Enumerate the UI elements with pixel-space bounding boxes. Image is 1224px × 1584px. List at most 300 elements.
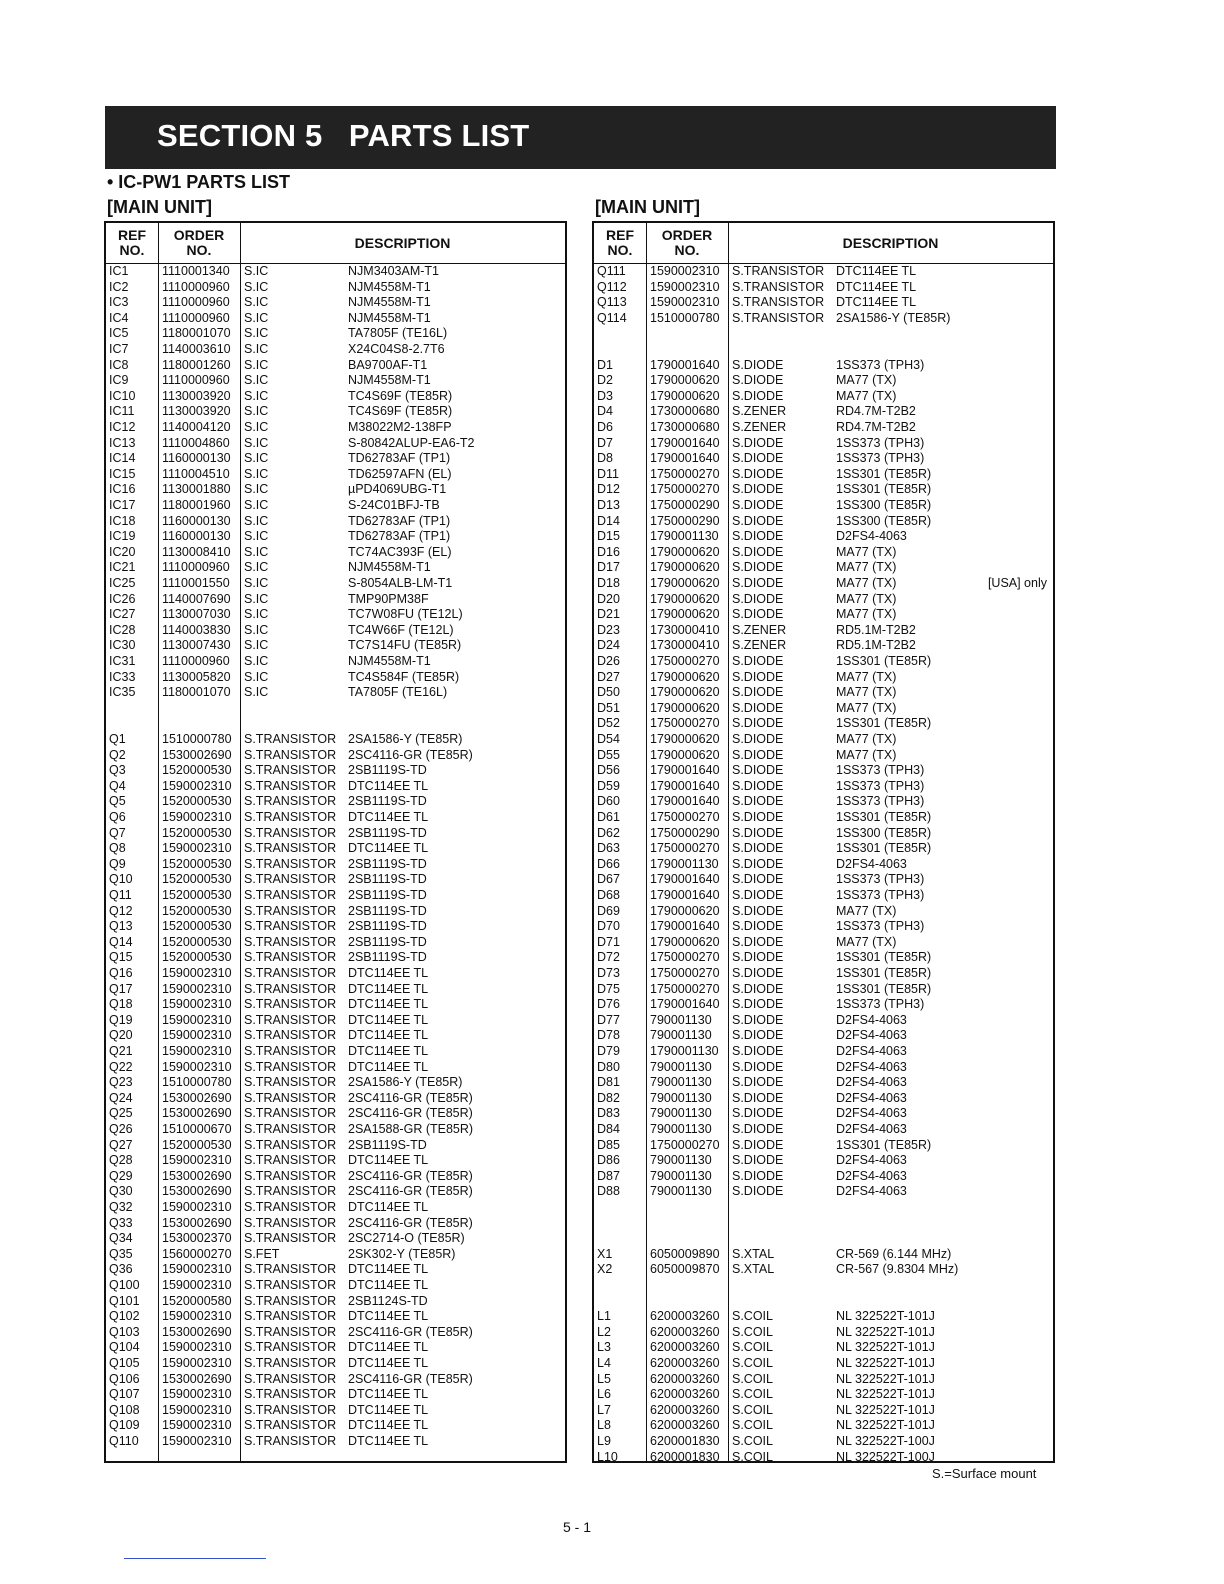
part-type: S.DIODE — [732, 576, 784, 590]
table-row — [106, 841, 565, 857]
part-type: S.TRANSISTOR — [244, 841, 337, 856]
ref-no: D76 — [597, 997, 620, 1012]
part-number: NJM4558M-T1 — [348, 560, 431, 575]
ref-no: D15 — [597, 529, 620, 544]
ref-no: Q34 — [109, 1231, 133, 1246]
order-no: 1160000130 — [162, 513, 231, 528]
ref-no: IC3 — [109, 295, 129, 310]
order-no: 1750000270 — [650, 966, 720, 980]
part-number: DTC114EE TL — [348, 810, 429, 824]
ref-no: D21 — [597, 607, 620, 622]
order-no: 790001130 — [650, 1090, 712, 1105]
order-no: 1750000270 — [650, 950, 720, 965]
order-no: 1790000620 — [650, 560, 720, 575]
part-number: S-80842ALUP-EA6-T2 — [348, 435, 475, 450]
table-row — [594, 748, 1053, 764]
part-number: DTC114EE TL — [836, 295, 917, 310]
part-number: DTC114EE TL — [348, 997, 429, 1012]
table-row — [106, 1231, 565, 1247]
order-no: 1590002310 — [650, 279, 720, 294]
part-type: S.TRANSISTOR — [244, 1153, 337, 1168]
table-row — [106, 1418, 565, 1434]
ref-no: Q29 — [109, 1168, 133, 1183]
ref-no: D80 — [597, 1059, 620, 1074]
table-row — [594, 1013, 1053, 1029]
ref-no: Q36 — [109, 1262, 133, 1277]
part-number: 2SC4116-GR (TE85R) — [348, 1106, 473, 1121]
table-row — [106, 748, 565, 764]
part-type: S.TRANSISTOR — [244, 1418, 337, 1433]
part-type: S.DIODE — [732, 1028, 784, 1043]
order-no: 1590002310 — [162, 1012, 232, 1027]
part-type: S.COIL — [732, 1340, 773, 1355]
part-number: 1SS373 (TPH3) — [836, 763, 925, 778]
ref-no: L6 — [597, 1387, 611, 1402]
part-type: S.COIL — [732, 1434, 773, 1448]
part-number: MA77 (TX) — [836, 607, 897, 622]
order-no: 1520000530 — [162, 825, 232, 840]
ref-no: Q111 — [597, 264, 626, 278]
part-number: DTC114EE TL — [348, 1309, 429, 1324]
ref-no: Q8 — [109, 841, 126, 856]
part-number: TC7S14FU (TE85R) — [348, 638, 462, 653]
part-type: S.DIODE — [732, 997, 784, 1012]
order-no: 1750000270 — [650, 654, 720, 668]
part-type: S.TRANSISTOR — [244, 825, 337, 840]
ref-no: D67 — [597, 872, 620, 887]
order-no: 1130007430 — [162, 638, 231, 653]
table-row — [594, 1325, 1053, 1341]
ref-no: D68 — [597, 888, 620, 902]
table-row — [106, 264, 565, 280]
ref-no: Q19 — [109, 1012, 133, 1027]
part-number: NL 322522T-101J — [836, 1324, 935, 1339]
ref-no: D70 — [597, 919, 620, 934]
header-order-no: ORDER NO. — [661, 227, 713, 258]
part-number: CR-569 (6.144 MHz) — [836, 1246, 952, 1261]
part-type: S.DIODE — [732, 388, 784, 403]
ref-no: D63 — [597, 841, 620, 856]
order-no: 1160000130 — [162, 451, 231, 466]
part-number: D2FS4-4063 — [836, 529, 907, 544]
table-row — [594, 436, 1053, 452]
part-number: DTC114EE TL — [348, 1012, 429, 1027]
part-type: S.IC — [244, 420, 269, 434]
part-type: S.COIL — [732, 1324, 773, 1339]
order-no: 1790000620 — [650, 544, 720, 559]
table-row — [594, 826, 1053, 842]
part-number: D2FS4-4063 — [836, 1106, 907, 1121]
order-no: 1750000270 — [650, 981, 720, 996]
ref-no: X1 — [597, 1246, 613, 1261]
part-number: NL 322522T-101J — [836, 1356, 935, 1370]
part-type: S.TRANSISTOR — [244, 1371, 337, 1386]
part-type: S.DIODE — [732, 1106, 784, 1121]
order-no: 1130008410 — [162, 544, 231, 559]
table-row — [106, 1153, 565, 1169]
table-row — [594, 1060, 1053, 1076]
order-no: 1590002310 — [162, 1278, 232, 1292]
ref-no: D12 — [597, 482, 620, 497]
part-number: TD62597AFN (EL) — [348, 466, 452, 481]
part-number: DTC114EE TL — [348, 1434, 429, 1448]
part-number: NJM4558M-T1 — [348, 654, 431, 668]
order-no: 790001130 — [650, 1028, 712, 1043]
ref-no: IC17 — [109, 498, 136, 512]
part-type: S.TRANSISTOR — [244, 872, 337, 887]
order-no: 1590002310 — [162, 1402, 232, 1417]
part-type: S.DIODE — [732, 919, 784, 934]
ref-no: Q104 — [109, 1340, 140, 1355]
part-number: 1SS373 (TPH3) — [836, 451, 925, 466]
ref-no: D71 — [597, 934, 620, 949]
part-number: DTC114EE TL — [348, 981, 429, 996]
ref-no: IC8 — [109, 357, 129, 372]
order-no: 1130007030 — [162, 607, 231, 622]
header-order-no: ORDER NO. — [173, 227, 225, 258]
order-no: 1520000530 — [162, 1137, 232, 1152]
part-type: S.DIODE — [732, 451, 784, 466]
order-no: 1590002310 — [162, 1356, 232, 1370]
order-no: 1730000410 — [650, 638, 720, 653]
ref-no: IC11 — [109, 404, 135, 419]
part-number: MA77 (TX) — [836, 934, 897, 949]
part-type: S.IC — [244, 373, 269, 388]
ref-no: Q35 — [109, 1246, 133, 1261]
ref-no: D66 — [597, 856, 620, 871]
part-type: S.TRANSISTOR — [732, 264, 825, 278]
order-no: 6200003260 — [650, 1324, 720, 1339]
ref-no: IC2 — [109, 279, 129, 294]
order-no: 1790000620 — [650, 607, 720, 622]
table-row — [594, 685, 1053, 701]
section-banner — [105, 106, 1056, 169]
ref-no: Q14 — [109, 934, 133, 949]
order-no: 1790000620 — [650, 373, 720, 388]
ref-no: Q5 — [109, 794, 126, 809]
ref-no: D86 — [597, 1153, 620, 1168]
ref-no: Q100 — [109, 1278, 140, 1292]
ref-no: IC1 — [109, 264, 129, 278]
table-row — [106, 311, 565, 327]
part-number: D2FS4-4063 — [836, 1028, 907, 1043]
order-no: 1590002310 — [162, 1387, 232, 1402]
table-row — [106, 872, 565, 888]
table-row — [106, 1294, 565, 1310]
ref-no: D1 — [597, 357, 613, 372]
order-no: 1590002310 — [162, 966, 232, 980]
part-type: S.IC — [244, 435, 269, 450]
part-number: TA7805F (TE16L) — [348, 326, 448, 341]
order-no: 1730000410 — [650, 622, 720, 637]
part-type: S.DIODE — [732, 529, 784, 544]
ref-no: IC12 — [109, 420, 136, 434]
table-row — [106, 1434, 565, 1450]
ref-no: L2 — [597, 1324, 611, 1339]
part-type: S.FET — [244, 1246, 280, 1261]
order-no: 1520000580 — [162, 1293, 232, 1308]
part-type: S.DIODE — [732, 1059, 784, 1074]
order-no: 1130005820 — [162, 669, 231, 684]
part-number: MA77 (TX) — [836, 373, 897, 388]
order-no: 1130003920 — [162, 388, 231, 403]
table-row — [106, 1028, 565, 1044]
part-number: TD62783AF (TP1) — [348, 529, 451, 544]
part-type: S.TRANSISTOR — [244, 1044, 337, 1058]
ref-no: D56 — [597, 763, 620, 778]
ref-no: D16 — [597, 544, 620, 559]
parts-table-left — [104, 221, 567, 1463]
ref-no: D84 — [597, 1122, 620, 1136]
order-no: 6200003260 — [650, 1340, 720, 1355]
part-type: S.ZENER — [732, 622, 787, 637]
part-type: S.DIODE — [732, 700, 784, 715]
part-number: MA77 (TX) — [836, 700, 897, 715]
table-row — [106, 436, 565, 452]
table-row — [594, 529, 1053, 545]
table-row — [106, 1247, 565, 1263]
part-number: TD62783AF (TP1) — [348, 451, 451, 466]
part-number: 1SS373 (TPH3) — [836, 435, 925, 450]
order-no: 1790000620 — [650, 700, 720, 715]
order-no: 1520000530 — [162, 934, 232, 949]
header-description: DESCRIPTION — [842, 234, 939, 251]
part-number: 2SA1586-Y (TE85R) — [348, 1075, 463, 1090]
table-row — [594, 358, 1053, 374]
part-type: S.DIODE — [732, 669, 784, 684]
part-number: MA77 (TX) — [836, 544, 897, 559]
part-number: DTC114EE TL — [348, 1153, 429, 1168]
order-no: 1160000130 — [162, 529, 231, 544]
part-number: DTC114EE TL — [348, 1278, 429, 1292]
ref-no: Q27 — [109, 1137, 133, 1152]
order-no: 1140007690 — [162, 591, 231, 606]
table-row — [594, 950, 1053, 966]
ref-no: Q108 — [109, 1402, 140, 1417]
order-no: 6200001830 — [650, 1434, 720, 1448]
part-type: S.ZENER — [732, 638, 787, 653]
part-type: S.DIODE — [732, 841, 784, 856]
part-number: MA77 (TX) — [836, 388, 897, 403]
part-number: DTC114EE TL — [348, 1418, 429, 1433]
part-type: S.TRANSISTOR — [732, 279, 825, 294]
table-row — [594, 997, 1053, 1013]
table-row — [106, 1106, 565, 1122]
part-number: D2FS4-4063 — [836, 856, 907, 871]
part-number: 2SC4116-GR (TE85R) — [348, 1324, 473, 1339]
part-type: S.TRANSISTOR — [244, 1090, 337, 1105]
order-no: 1750000270 — [650, 466, 720, 481]
ref-no: D60 — [597, 794, 620, 809]
order-no: 790001130 — [650, 1012, 712, 1027]
part-type: S.DIODE — [732, 763, 784, 778]
part-number: MA77 (TX) — [836, 576, 897, 590]
part-number: DTC114EE TL — [348, 1059, 429, 1074]
ref-no: D52 — [597, 716, 620, 731]
table-row — [594, 342, 1053, 358]
part-type: S.TRANSISTOR — [244, 1324, 337, 1339]
order-no: 1790001640 — [650, 357, 720, 372]
table-row — [594, 638, 1053, 654]
table-row — [106, 1372, 565, 1388]
part-type: S.IC — [244, 591, 269, 606]
part-number: D2FS4-4063 — [836, 1012, 907, 1027]
table-row — [106, 404, 565, 420]
order-no: 1590002310 — [650, 295, 720, 310]
table-row — [594, 1153, 1053, 1169]
order-no: 1730000680 — [650, 404, 720, 419]
table-row — [594, 1450, 1053, 1466]
table-row — [106, 326, 565, 342]
order-no: 1180001260 — [162, 357, 231, 372]
part-type: S.IC — [244, 451, 269, 466]
part-type: S.DIODE — [732, 747, 784, 762]
ref-no: L9 — [597, 1434, 611, 1448]
ref-no: Q28 — [109, 1153, 133, 1168]
part-type: S.TRANSISTOR — [244, 1402, 337, 1417]
part-type: S.DIODE — [732, 1012, 784, 1027]
part-type: S.IC — [244, 342, 269, 356]
part-type: S.TRANSISTOR — [244, 966, 337, 980]
remark: [USA] only — [987, 576, 1047, 590]
table-row — [594, 1138, 1053, 1154]
table-row — [106, 1262, 565, 1278]
part-type: S.TRANSISTOR — [244, 747, 337, 762]
ref-no: D54 — [597, 732, 620, 746]
part-type: S.TRANSISTOR — [244, 778, 337, 793]
order-no: 1530002690 — [162, 747, 232, 762]
part-type: S.DIODE — [732, 981, 784, 996]
order-no: 1790000620 — [650, 576, 720, 590]
order-no: 1530002690 — [162, 1371, 232, 1386]
table-row — [106, 966, 565, 982]
table-row — [594, 420, 1053, 436]
part-number: 2SB1119S-TD — [348, 950, 427, 965]
part-number: DTC114EE TL — [348, 778, 429, 793]
ref-no: D82 — [597, 1090, 620, 1105]
order-no: 790001130 — [650, 1075, 712, 1090]
part-number: 1SS301 (TE85R) — [836, 810, 932, 824]
table-row — [594, 514, 1053, 530]
part-type: S.XTAL — [732, 1262, 775, 1277]
part-type: S.TRANSISTOR — [244, 763, 337, 778]
part-number: RD5.1M-T2B2 — [836, 622, 916, 637]
part-type: S.TRANSISTOR — [244, 1356, 337, 1370]
ref-no: D14 — [597, 513, 620, 528]
order-no: 1590002310 — [162, 1418, 232, 1433]
ref-no: Q4 — [109, 778, 126, 793]
table-row — [594, 373, 1053, 389]
table-row — [594, 467, 1053, 483]
part-number: MA77 (TX) — [836, 732, 897, 746]
table-row — [594, 779, 1053, 795]
part-number: DTC114EE TL — [348, 1402, 429, 1417]
part-type: S.TRANSISTOR — [244, 919, 337, 934]
part-number: DTC114EE TL — [348, 1340, 429, 1355]
table-row — [106, 482, 565, 498]
order-no: 1110000960 — [162, 279, 230, 294]
part-number: M38022M2-138FP — [348, 420, 452, 434]
header-ref-no: REF NO. — [606, 227, 634, 258]
table-row — [106, 1122, 565, 1138]
part-number: 1SS373 (TPH3) — [836, 778, 925, 793]
ref-no: D24 — [597, 638, 620, 653]
order-no: 1180001070 — [162, 326, 231, 341]
order-no: 1590002310 — [162, 997, 232, 1012]
part-type: S.TRANSISTOR — [244, 1278, 337, 1292]
table-row — [594, 404, 1053, 420]
part-number: 1SS373 (TPH3) — [836, 357, 925, 372]
ref-no: IC5 — [109, 326, 129, 341]
order-no: 1790001640 — [650, 794, 720, 809]
ref-no: L1 — [597, 1309, 611, 1324]
ref-no: Q13 — [109, 919, 133, 934]
part-number: DTC114EE TL — [348, 1200, 429, 1214]
ref-no: Q33 — [109, 1215, 133, 1230]
part-number: 2SC4116-GR (TE85R) — [348, 747, 473, 762]
part-number: µPD4069UBG-T1 — [348, 482, 447, 497]
order-no: 6200003260 — [650, 1402, 720, 1417]
order-no: 1180001960 — [162, 498, 231, 512]
part-type: S.ZENER — [732, 420, 787, 434]
ref-no: D62 — [597, 825, 620, 840]
part-type: S.IC — [244, 404, 269, 419]
table-row — [594, 264, 1053, 280]
ref-no: D7 — [597, 435, 613, 450]
order-no: 1110000960 — [162, 295, 230, 310]
part-type: S.DIODE — [732, 1168, 784, 1183]
part-number: 1SS300 (TE85R) — [836, 498, 932, 512]
table-row — [106, 498, 565, 514]
order-no: 6050009890 — [650, 1246, 720, 1261]
part-number: NL 322522T-100J — [836, 1449, 935, 1464]
table-row — [106, 420, 565, 436]
table-row — [594, 1262, 1053, 1278]
order-no: 1110004860 — [162, 435, 230, 450]
order-no: 1130003920 — [162, 404, 231, 419]
part-number: DTC114EE TL — [348, 1262, 429, 1277]
ref-no: L8 — [597, 1418, 611, 1433]
order-no: 1790000620 — [650, 685, 720, 700]
part-number: 1SS301 (TE85R) — [836, 654, 932, 668]
ref-no: IC16 — [109, 482, 136, 497]
part-number: NL 322522T-101J — [836, 1371, 935, 1386]
table-row — [106, 1184, 565, 1200]
ref-no: Q105 — [109, 1356, 140, 1370]
part-type: S.DIODE — [732, 513, 784, 528]
order-no: 1790001640 — [650, 872, 720, 887]
ref-no: D13 — [597, 498, 620, 512]
part-type: S.IC — [244, 295, 269, 310]
table-row — [106, 1325, 565, 1341]
part-number: MA77 (TX) — [836, 591, 897, 606]
ref-no: D88 — [597, 1184, 620, 1199]
table-row — [106, 654, 565, 670]
order-no: 1590002310 — [162, 1044, 232, 1058]
order-no: 790001130 — [650, 1184, 712, 1199]
ref-no: D2 — [597, 373, 613, 388]
ref-no: D61 — [597, 810, 620, 824]
table-row — [594, 545, 1053, 561]
table-row — [106, 1278, 565, 1294]
part-type: S.IC — [244, 264, 269, 278]
part-number: D2FS4-4063 — [836, 1044, 907, 1058]
table-row — [106, 763, 565, 779]
order-no: 1750000270 — [650, 1137, 720, 1152]
ref-no: Q113 — [597, 295, 627, 310]
part-type: S.TRANSISTOR — [244, 1293, 337, 1308]
order-no: 1790001640 — [650, 763, 720, 778]
